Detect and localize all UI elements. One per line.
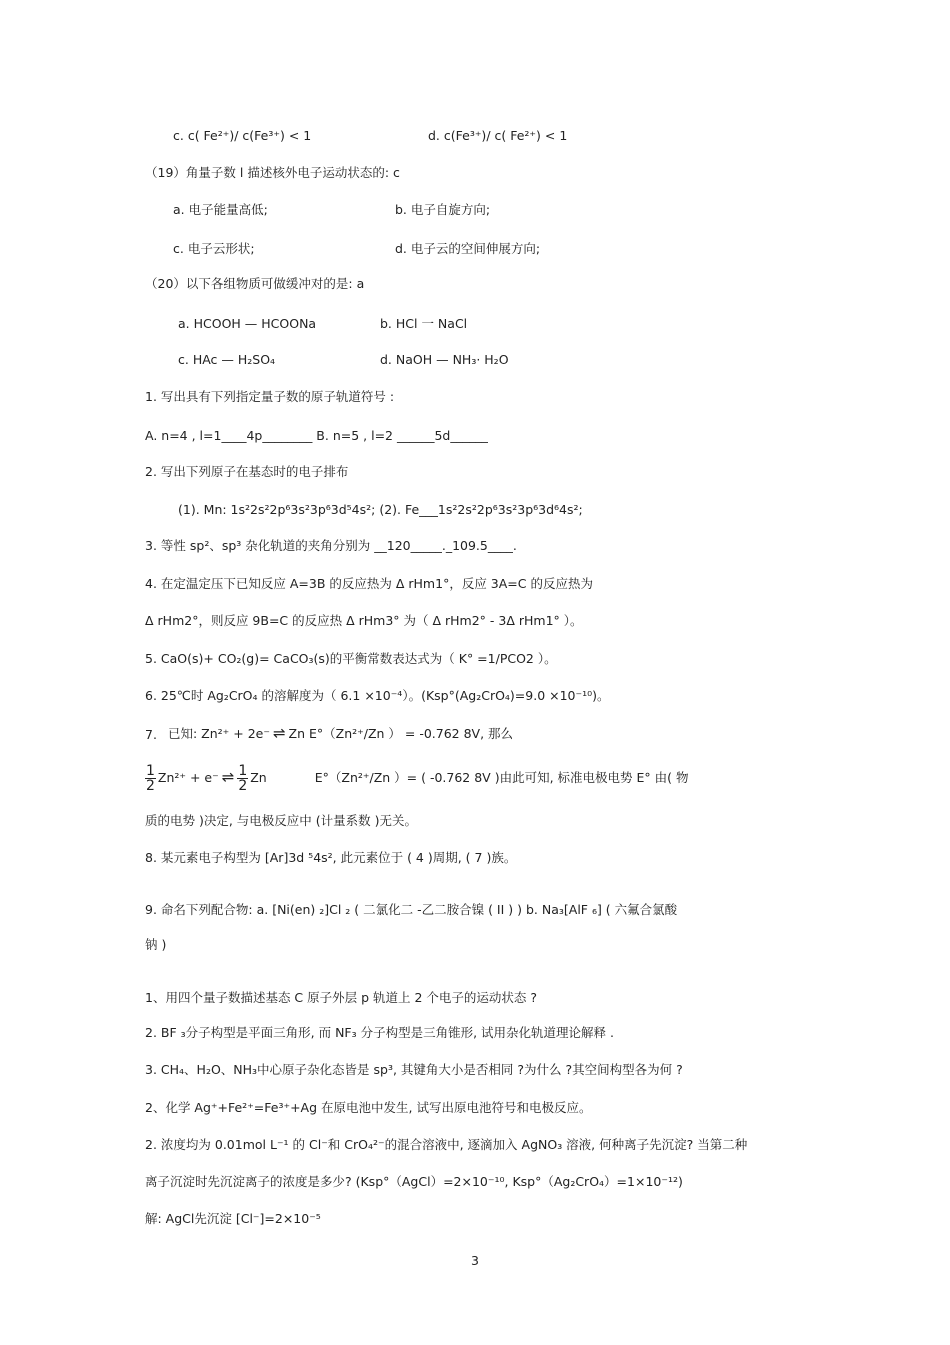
fill-q8: 8. 某元素电子构型为 [Ar]3d ⁵4s², 此元素位于 ( 4 )周期, ( 7 )族。 — [145, 850, 517, 865]
q20-stem: （20）以下各组物质可做缓冲对的是: a — [145, 276, 365, 291]
fill-q4-line2: Δ rHm2°，则反应 9B=C 的反应热 Δ rHm3° 为（ Δ rHm2° - 3Δ rHm1° ）。 — [145, 613, 583, 628]
fill-q2-answer: (1). Mn: 1s²2s²2p⁶3s²3p⁶3d⁵4s²; (2). Fe___1s²2s²2p⁶3s²3p⁶3d⁶4s²; — [178, 502, 583, 517]
short-q5-line2: 离子沉淀时先沉淀离子的浓度是多少? (Ksp°（AgCl）=2×10⁻¹⁰, Ksp°（Ag₂CrO₄）=1×10⁻¹²) — [145, 1174, 683, 1189]
q19-option-a: a. 电子能量高低; — [173, 202, 268, 217]
short-q3: 3. CH₄、H₂O、NH₃中心原子杂化态皆是 sp³, 其键角大小是否相同 ?为什么 ?其空间构型各为何 ? — [145, 1062, 683, 1077]
fill-q7-number: 7. — [145, 727, 157, 742]
q20-option-d: d. NaOH — NH₃· H₂O — [380, 352, 509, 367]
q18-option-d: d. c(Fe³⁺)/ c( Fe²⁺) < 1 — [428, 128, 568, 143]
q19-stem: （19）角量子数 l 描述核外电子运动状态的: c — [145, 165, 400, 180]
q20-option-b: b. HCl 一 NaCl — [380, 316, 468, 331]
q7-half-fraction: $\frac{1}{2}$ — [238, 763, 248, 794]
fill-q3: 3. 等性 sp²、sp³ 杂化轨道的夹角分别为 __120_____._109.5____. — [145, 538, 517, 553]
q20-option-a: a. HCOOH — HCOONa — [178, 316, 317, 331]
short-answer: 解: AgCl先沉淀 [Cl⁻]=2×10⁻⁵ — [145, 1211, 321, 1226]
q19-option-b: b. 电子自旋方向; — [395, 202, 491, 217]
page-number: 3 — [471, 1253, 479, 1268]
q7-half-fraction: $\frac{1}{2}$ — [146, 763, 155, 794]
fill-q7-line3: 质的电势 )决定, 与电极反应中 (计量系数 )无关。 — [145, 813, 417, 828]
q7-half-reaction-right: Zn E°（Zn²⁺/Zn ） = -0.762 8V, 那么 — [288, 726, 514, 741]
short-q4: 2、化学 Ag⁺+Fe²⁺=Fe³⁺+Ag 在原电池中发生, 试写出原电池符号和电极反应。 — [145, 1100, 592, 1115]
fill-q4-line1: 4. 在定温定压下已知反应 A=3B 的反应热为 Δ rHm1°，反应 3A=C 的反应热为 — [145, 576, 593, 591]
q7-line2-left: Zn²⁺ + e⁻ — [157, 770, 219, 785]
q20-option-c: c. HAc — H₂SO₄ — [178, 352, 276, 367]
q7-line2-right: E°（Zn²⁺/Zn ）= ( -0.762 8V )由此可知, 标准电极电势 E° 由( 物 — [314, 770, 689, 785]
fill-q6: 6. 25℃时 Ag₂CrO₄ 的溶解度为（ 6.1 ×10⁻⁴）。(Ksp°(Ag₂CrO₄)=9.0 ×10⁻¹⁰)。 — [145, 688, 610, 703]
fill-q5: 5. CaO(s)+ CO₂(g)= CaCO₃(s)的平衡常数表达式为（ K° =1/PCO2 ）。 — [145, 651, 557, 666]
short-q2: 2. BF ₃分子构型是平面三角形, 而 NF₃ 分子构型是三角锥形, 试用杂化轨道理论解释 . — [145, 1025, 614, 1040]
fill-q7-line1 — [168, 725, 513, 742]
short-q5-line1: 2. 浓度均为 0.01mol L⁻¹ 的 Cl⁻和 CrO₄²⁻的混合溶液中, 逐滴加入 AgNO₃ 溶液, 何种离子先沉淀? 当第二种 — [145, 1137, 748, 1152]
equilibrium-arrow-icon: ⇌ — [272, 724, 286, 742]
q18-option-c: c. c( Fe²⁺)/ c(Fe³⁺) < 1 — [173, 128, 312, 143]
fill-q1: 1. 写出具有下列指定量子数的原子轨道符号 : — [145, 389, 395, 404]
short-q1: 1、用四个量子数描述基态 C 原子外层 p 轨道上 2 个电子的运动状态 ? — [145, 990, 538, 1005]
fill-q9-line2: 钠 ) — [145, 937, 167, 952]
fill-q9-line1: 9. 命名下列配合物: a. [Ni(en) ₂]Cl ₂ ( 二氯化二 -乙二胺合镍 ( II ) ) b. Na₃[AlF ₆] ( 六氟合氯酸 — [145, 902, 678, 917]
q19-option-c: c. 电子云形状; — [173, 241, 255, 256]
fill-q1-answer: A. n=4 , l=1____4p________ B. n=5 , l=2 ______5d______ — [145, 428, 488, 443]
equilibrium-arrow-icon: ⇌ — [221, 768, 235, 786]
fill-q7-line2 — [145, 764, 688, 793]
q19-option-d: d. 电子云的空间伸展方向; — [395, 241, 541, 256]
q7-line2-zn: Zn — [250, 770, 267, 785]
q7-half-reaction-left: 已知: Zn²⁺ + 2e⁻ — [168, 726, 270, 741]
fill-q2: 2. 写出下列原子在基态时的电子排布 — [145, 464, 349, 479]
